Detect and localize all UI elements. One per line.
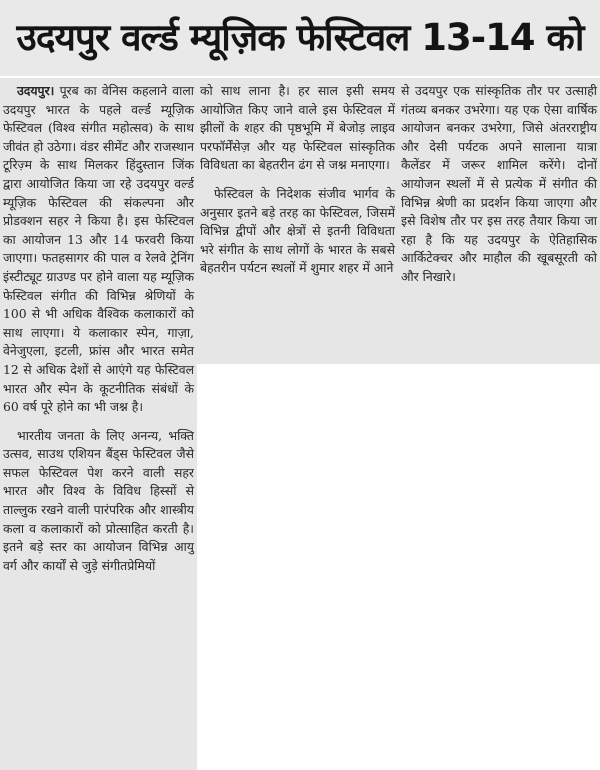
article-paragraph: फेस्टिवल के निदेशक संजीव भार्गव के अनुसार इतने बड़े तरह का फेस्टिवल, जिसमें विभिन्न द्वीपों और क्षेत्रों से इतनी विविधता भरे संगीत के साथ लोगों के भारत के सबसे बेहतरीन पर्यटन स्थलों में शुमार शहर में आने xyxy=(200,185,395,276)
paragraph-text: पूरब का वेनिस कहलाने वाला उदयपुर भारत के पहले वर्ल्ड म्यूज़िक फेस्टिवल (विश्व संगीत महोत्सव) के साथ जीवंत हो उठेगा। वंडर सीमेंट और राजस्थान टूरिज़्म के साथ मिलकर हिंदुस्तान जिंक द्वारा आयोजित किया जा रहे उदयपुर वर्ल्ड म्यूज़िक फेस्टिवल की संकल्पना और प्रोडक्शन सहर ने किया है। इस फेस्टिवल का आयोजन 13 और 14 फरवरी किया जाएगा। फतहसागर की पाल व रेलवे ट्रेनिंग इंस्टीट्यूट ग्राउण्ड पर होने वाला यह म्यूज़िक फेस्टिवल संगीत की विभिन्न श्रेणियों के 100 से भी अधिक वैश्विक कलाकारों को साथ लाएगा। ये कलाकार स्पेन, गाज़ा, वेनेजुएला, इटली, फ्रांस और भारत समेत 12 से अधिक देशों से आएंगे यह फेस्टिवल भारत और स्पेन के कूटनीतिक संबंधों के 60 वर्ष पूरे होने का भी जश्न है। xyxy=(3,83,194,415)
article-column-2 xyxy=(197,78,398,364)
article-column-1 xyxy=(0,78,197,770)
article-headline: उदयपुर वर्ल्ड म्यूज़िक फेस्टिवल 13-14 को xyxy=(0,0,600,76)
article-column-3 xyxy=(398,78,600,364)
article-paragraph: से उदयपुर एक सांस्कृतिक तौर पर उत्साही गंतव्य बनकर उभरेगा। यह एक ऐसा वार्षिक आयोजन बनकर उभरेगा, जिसे अंतरराष्ट्रीय और देसी पर्यटक अपने सालाना यात्रा कैलेंडर में जरूर शामिल करेंगे। दोनों आयोजन स्थलों में से प्रत्येक में संगीत की विभिन्न श्रेणी का प्रदर्शन किया जाएगा और इसे विशेष तौर पर इस तरह तैयार किया जा रहा है कि यह उदयपुर के ऐतिहासिक आर्किटेक्चर और माहौल की खूबसूरती को और निखारे। xyxy=(401,83,597,284)
article-paragraph: को साथ लाना है। हर साल इसी समय आयोजित किए जाने वाले इस फेस्टिवल में झीलों के शहर की पृष्ठभूमि में बेजोड़ लाइव परफॉर्मेंसेज़ और यह फेस्टिवल सांस्कृतिक विविधता का बेहतरीन ढंग से जश्न मनाएगा। xyxy=(200,83,395,173)
dateline: उदयपुर। xyxy=(17,83,55,98)
article-paragraph xyxy=(3,82,194,417)
article-paragraph: भारतीय जनता के लिए अनन्य, भक्ति उत्सव, साउथ एशियन बैंड्स फेस्टिवल जैसे सफल फेस्टिवल पेश करने वाली सहर भारत और विश्व के विविध हिस्सों से ताल्लुक रखने वाली पारंपरिक और शास्त्रीय कला व कलाकारों को प्रोत्साहित करती है। इतने बड़े स्तर का आयोजन विभिन्न आयु वर्ग और कार्यों से जुड़े संगीतप्रेमियों xyxy=(3,427,194,573)
